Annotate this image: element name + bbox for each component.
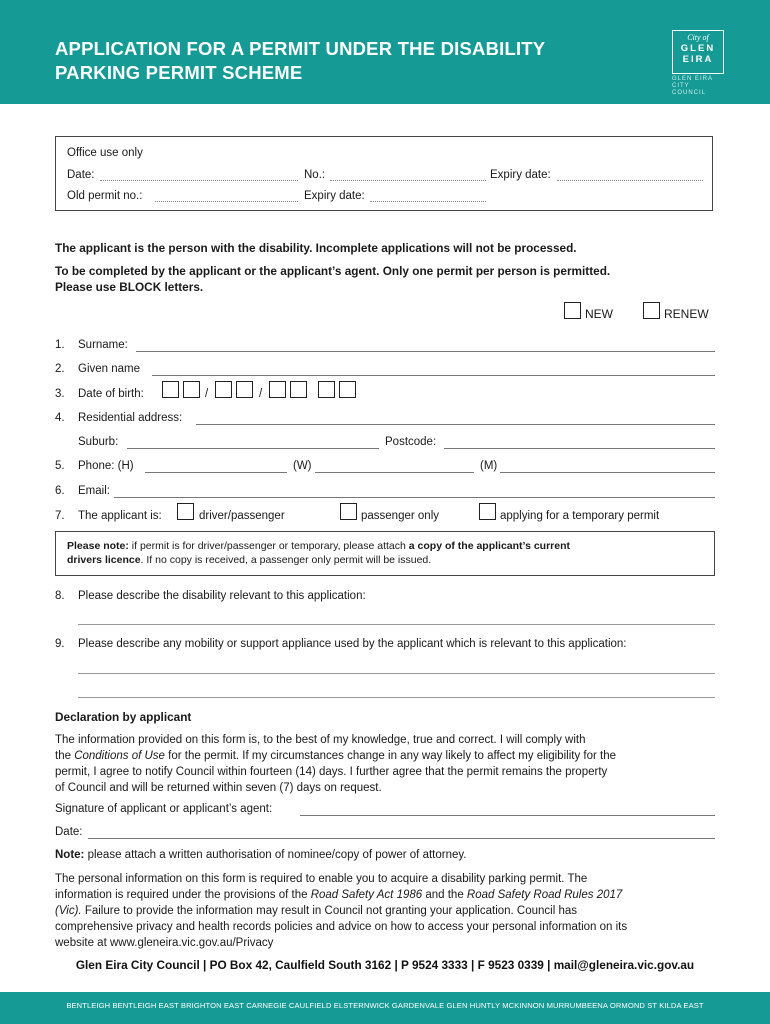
logo-eira: EIRA [682, 54, 714, 65]
address-field[interactable] [196, 424, 715, 425]
road-safety-rules: Road Safety Road Rules 2017 [466, 889, 623, 901]
dob-year-box-4[interactable] [339, 381, 356, 398]
suburb-label: Suburb: [78, 436, 119, 448]
given-name-label: Given name [78, 363, 141, 375]
q8-answer-line[interactable] [78, 624, 715, 625]
driver-passenger-checkbox[interactable] [177, 503, 194, 520]
declaration-line4: of Council and will be returned within seven (7) days on request. [55, 782, 382, 794]
logo-sub2: CITY COUNCIL [672, 83, 707, 96]
intro-line1: The applicant is the person with the disability. Incomplete applications will not be processed. [55, 241, 577, 255]
dob-year-box-3[interactable] [318, 381, 335, 398]
renew-label: RENEW [664, 307, 709, 321]
declaration-date-label: Date: [55, 826, 83, 838]
q9-answer-line-1[interactable] [78, 673, 715, 674]
intro-line2: To be completed by the applicant or the applicant’s agent. Only one permit per person is permitted. [55, 264, 611, 278]
office-date-label: Date: [67, 169, 95, 181]
form-title-line2: PARKING PERMIT SCHEME [55, 62, 303, 83]
privacy-line3 [55, 903, 745, 919]
office-expiry-field[interactable] [557, 180, 703, 181]
q7-number: 7. [55, 510, 65, 522]
email-field[interactable] [114, 497, 715, 498]
postcode-label: Postcode: [385, 436, 437, 448]
privacy-statement [55, 871, 745, 951]
privacy-line2 [55, 887, 745, 903]
dob-day-box-2[interactable] [183, 381, 200, 398]
declaration-date-field[interactable] [88, 838, 715, 839]
address-label: Residential address: [78, 412, 183, 424]
dob-year-box-2[interactable] [290, 381, 307, 398]
passenger-only-label: passenger only [361, 510, 439, 522]
office-heading: Office use only [67, 147, 143, 159]
conditions-of-use: Conditions of Use [74, 750, 165, 762]
declaration-heading: Declaration by applicant [55, 710, 192, 724]
nominee-note [55, 849, 466, 861]
office-expiry2-field[interactable] [370, 201, 486, 202]
q4-number: 4. [55, 412, 65, 424]
office-date-field[interactable] [100, 180, 298, 181]
declaration-line2-pre: the [55, 750, 75, 762]
dob-label: Date of birth: [78, 388, 144, 400]
declaration-text [55, 732, 735, 796]
signature-label: Signature of applicant or applicant’s agent: [55, 803, 273, 815]
q2-number: 2. [55, 363, 65, 375]
licence-note-line1 [67, 540, 570, 552]
licence-note-line2 [67, 554, 431, 566]
phone-mobile-label: (M) [480, 460, 498, 472]
q5-number: 5. [55, 460, 65, 472]
given-name-field[interactable] [152, 375, 715, 376]
q1-number: 1. [55, 339, 65, 351]
dob-year-box-1[interactable] [269, 381, 286, 398]
suburb-field[interactable] [127, 448, 379, 449]
council-contact: Glen Eira City Council | PO Box 42, Caulfield South 3162 | P 9524 3333 | F 9523 0339 | mail@gleneira.vic.gov.au [75, 958, 695, 972]
driver-passenger-label: driver/passenger [199, 510, 285, 522]
licence-note-label: Please note: [67, 540, 129, 552]
logo-glen: GLEN [680, 43, 716, 54]
office-no-label: No.: [304, 169, 326, 181]
new-checkbox[interactable] [564, 302, 581, 319]
office-use-box [55, 136, 713, 211]
signature-field[interactable] [300, 815, 715, 816]
nominee-note-text: please attach a written authorisation of nominee/copy of power of attorney. [84, 849, 467, 861]
privacy-line5: website at www.gleneira.vic.gov.au/Privacy [55, 937, 274, 949]
office-no-field[interactable] [330, 180, 486, 181]
postcode-field[interactable] [444, 448, 715, 449]
phone-mobile-field[interactable] [500, 472, 715, 473]
phone-work-label: (W) [293, 460, 312, 472]
privacy-line3-post: Failure to provide the information may result in Council not granting your application. Council has [81, 905, 578, 917]
licence-note-bold1: a copy of the applicant’s current [408, 540, 571, 552]
office-old-permit-label: Old permit no.: [67, 190, 143, 202]
privacy-line2-mid: and the [422, 889, 467, 901]
surname-field[interactable] [136, 351, 715, 352]
licence-note-text1: if permit is for driver/passenger or temporary, please attach [128, 540, 409, 552]
privacy-line2-pre: information is required under the provisions of the [55, 889, 311, 901]
q3-number: 3. [55, 388, 65, 400]
declaration-line2 [55, 748, 735, 764]
vic-abbrev: (Vic). [55, 905, 82, 917]
phone-home-label: Phone: (H) [78, 460, 134, 472]
dob-slash-2: / [259, 388, 263, 400]
phone-work-field[interactable] [315, 472, 474, 473]
office-expiry2-label: Expiry date: [304, 190, 365, 202]
passenger-only-checkbox[interactable] [340, 503, 357, 520]
privacy-line4: comprehensive privacy and health records policies and advice on how to access your personal information on its [55, 921, 628, 933]
dob-month-box-1[interactable] [215, 381, 232, 398]
privacy-line1: The personal information on this form is required to enable you to acquire a disability parking permit. The [55, 873, 588, 885]
suburb-list: BENTLEIGH BENTLEIGH EAST BRIGHTON EAST CARNEGIE CAULFIELD ELSTERNWICK GARDENVALE GLEN HUNTLY MCKINNON MURRUMBEENA ORMOND ST KILDA EAST [66, 1001, 704, 1010]
dob-slash-1: / [205, 388, 209, 400]
email-label: Email: [78, 485, 110, 497]
council-logo [672, 30, 724, 74]
dob-month-box-2[interactable] [236, 381, 253, 398]
licence-note-text2: . If no copy is received, a passenger only permit will be issued. [140, 554, 432, 566]
new-label: NEW [585, 307, 613, 321]
office-expiry-label: Expiry date: [490, 169, 551, 181]
declaration-line2-post: for the permit. If my circumstances change in any way likely to affect my eligibility for the [164, 750, 616, 762]
temporary-permit-label: applying for a temporary permit [500, 510, 660, 522]
dob-day-box-1[interactable] [162, 381, 179, 398]
temporary-permit-checkbox[interactable] [479, 503, 496, 520]
form-title-line1: APPLICATION FOR A PERMIT UNDER THE DISABILITY [55, 38, 546, 59]
logo-sub1: GLEN EIRA [672, 76, 714, 82]
q8-label: Please describe the disability relevant to this application: [78, 590, 366, 602]
logo-city-of: City of [687, 33, 709, 42]
q9-label: Please describe any mobility or support appliance used by the applicant which is relevant to this application: [78, 638, 627, 650]
logo-subtitle [672, 76, 724, 97]
q9-number: 9. [55, 638, 65, 650]
applicant-is-label: The applicant is: [78, 510, 162, 522]
q6-number: 6. [55, 485, 65, 497]
form-title [55, 37, 645, 85]
q8-number: 8. [55, 590, 65, 602]
declaration-line3: permit, I agree to notify Council within fourteen (14) days. I further agree that the permit remains the property [55, 766, 608, 778]
surname-label: Surname: [78, 339, 128, 351]
phone-home-field[interactable] [145, 472, 287, 473]
renew-checkbox[interactable] [643, 302, 660, 319]
office-old-permit-field[interactable] [155, 201, 298, 202]
nominee-note-label: Note: [55, 849, 85, 861]
q9-answer-line-2[interactable] [78, 697, 715, 698]
intro-line3: Please use BLOCK letters. [55, 280, 204, 294]
licence-note-bold2: drivers licence [67, 554, 141, 566]
road-safety-act: Road Safety Act 1986 [310, 889, 423, 901]
declaration-line1: The information provided on this form is, to the best of my knowledge, true and correct. I will comply with [55, 734, 586, 746]
